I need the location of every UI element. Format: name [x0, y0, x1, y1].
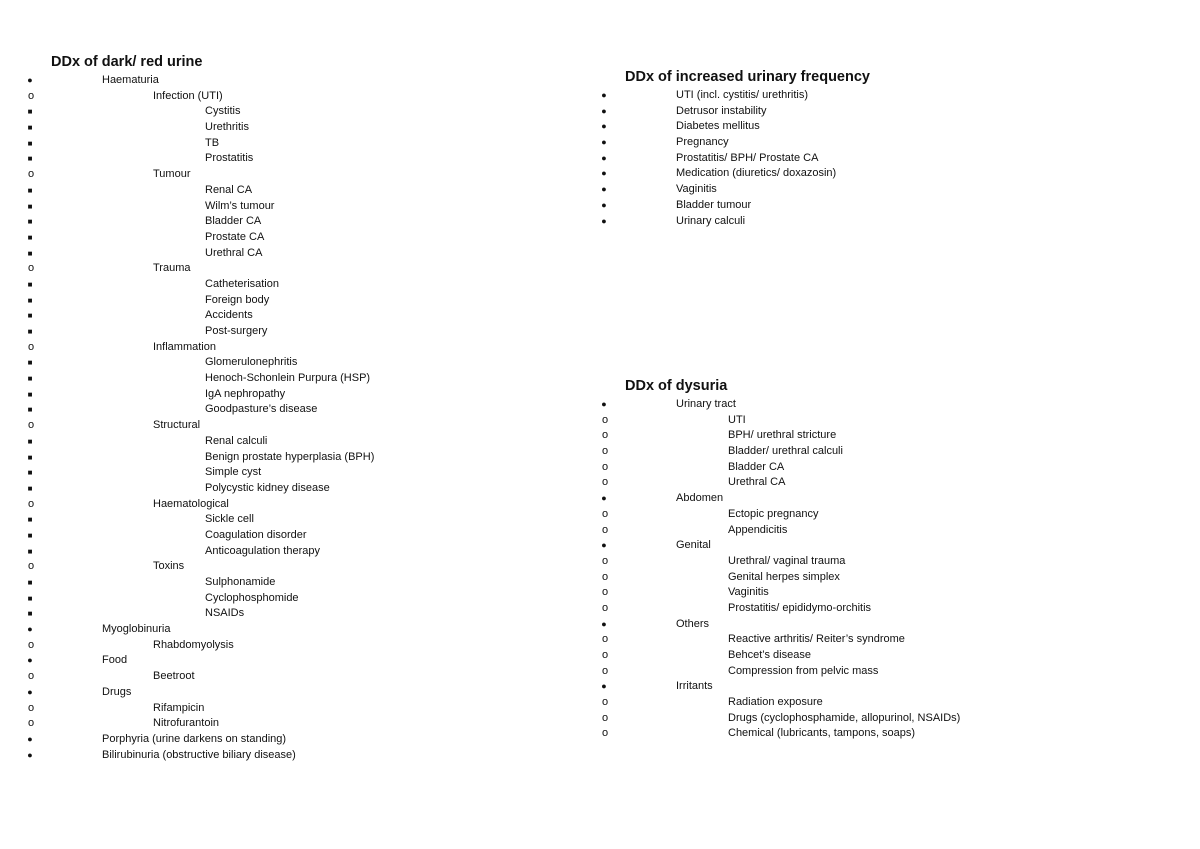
list-item-text: Polycystic kidney disease	[205, 481, 330, 494]
list-item	[601, 554, 960, 570]
list-item	[27, 716, 374, 732]
bullet-icon: o	[601, 476, 609, 489]
list-item	[27, 465, 374, 481]
bullet-icon: ■	[27, 138, 33, 148]
list-item	[27, 685, 374, 701]
section-urinary-frequency	[601, 68, 870, 229]
section-title: DDx of dysuria	[625, 378, 728, 394]
list-item	[27, 277, 374, 293]
bullet-icon: ■	[27, 593, 33, 603]
list-item-text: Post-surgery	[205, 325, 268, 337]
bullet-icon: o	[601, 523, 609, 536]
list-item	[27, 324, 374, 340]
list-item	[601, 428, 960, 444]
list-item-text: Urethral/ vaginal trauma	[728, 554, 846, 567]
list-item-text: Ectopic pregnancy	[728, 507, 819, 520]
list-item-text: Inflammation	[153, 340, 216, 353]
list-item	[601, 648, 960, 664]
list-item-text: TB	[205, 136, 220, 149]
list-item	[601, 601, 960, 617]
list-item	[601, 632, 960, 648]
list-item-text: Behcet’s disease	[728, 649, 811, 661]
list-item-text: Sulphonamide	[205, 576, 276, 588]
list-item	[27, 402, 374, 418]
list-item	[601, 679, 960, 695]
bullet-icon: o	[601, 586, 609, 599]
list-item	[601, 413, 960, 429]
bullet-icon: ●	[601, 105, 607, 116]
list-item-text: Bladder CA	[205, 215, 262, 228]
list-item-text: Reactive arthritis/ Reiter’s syndrome	[728, 633, 905, 646]
list-item	[27, 104, 374, 120]
bullet-icon: o	[601, 727, 609, 740]
list-item-text: Drugs	[102, 685, 132, 698]
list-item-text: Appendicitis	[728, 523, 788, 536]
bullet-icon: ●	[601, 90, 607, 100]
bullet-icon: o	[27, 419, 35, 432]
list-item-text: Pregnancy	[676, 136, 729, 149]
list-item	[601, 538, 960, 554]
list-item	[27, 89, 374, 105]
list-item-text: Urethritis	[205, 121, 250, 134]
list-item	[601, 664, 960, 680]
list-item-text: Vaginitis	[676, 183, 717, 196]
list-item	[27, 167, 374, 183]
list-item	[27, 434, 374, 450]
list-item-text: IgA nephropathy	[205, 387, 286, 400]
list-item-text: Trauma	[153, 262, 191, 275]
bullet-icon: ●	[601, 493, 607, 504]
bullet-icon: o	[27, 340, 35, 353]
list-item-text: Haematuria	[102, 74, 159, 86]
list-item	[27, 246, 374, 262]
list-item	[601, 617, 960, 633]
list-item-text: Urinary tract	[676, 398, 736, 410]
list-item	[27, 293, 374, 309]
bullet-icon: ●	[601, 399, 607, 409]
list-item-text: Prostatitis/ epididymo-orchitis	[728, 601, 872, 614]
list-item	[601, 198, 870, 214]
bullet-icon: ●	[601, 121, 607, 132]
list-item-text: Rhabdomyolysis	[153, 638, 234, 651]
list-item	[27, 512, 374, 528]
list-item-text: Tumour	[153, 168, 191, 181]
list-item	[27, 308, 374, 324]
list-item-text: Benign prostate hyperplasia (BPH)	[205, 450, 375, 463]
list-item-text: Medication (diuretics/ doxazosin)	[676, 167, 837, 180]
bullet-icon: ■	[27, 311, 33, 321]
list-item	[601, 726, 960, 742]
list-item-text: Prostatitis	[205, 152, 254, 165]
bullet-icon: o	[601, 413, 609, 426]
list-item	[27, 120, 374, 136]
list-item	[27, 591, 374, 607]
list-item	[27, 418, 374, 434]
bullet-icon: ●	[27, 686, 33, 697]
list-item	[27, 355, 374, 371]
list-item-text: Porphyria (urine darkens on standing)	[102, 732, 287, 745]
ddx-list	[27, 73, 375, 763]
bullet-icon: ●	[27, 624, 33, 635]
bullet-icon: ■	[27, 530, 33, 540]
list-item	[601, 460, 960, 476]
list-item-text: Bilirubinuria (obstructive biliary disease)	[102, 748, 296, 761]
list-item-text: Renal calculi	[205, 434, 268, 447]
bullet-icon: o	[601, 601, 609, 614]
list-item-text: Diabetes mellitus	[676, 120, 760, 133]
list-item	[601, 397, 960, 413]
ddx-list	[601, 397, 961, 742]
list-item-text: Genital herpes simplex	[728, 570, 840, 583]
list-item	[27, 748, 374, 764]
bullet-icon: o	[601, 460, 609, 473]
bullet-icon: ●	[601, 152, 607, 163]
list-item	[601, 151, 870, 167]
list-item	[601, 104, 870, 120]
bullet-icon: ■	[27, 232, 33, 242]
list-item	[27, 151, 374, 167]
list-item	[27, 136, 374, 152]
bullet-icon: o	[601, 570, 609, 583]
list-item	[27, 528, 374, 544]
bullet-icon: ●	[27, 75, 33, 85]
list-item	[27, 701, 374, 717]
list-item-text: Structural	[153, 419, 201, 432]
bullet-icon: ●	[27, 733, 33, 744]
bullet-icon: o	[27, 168, 35, 181]
list-item-text: Simple cyst	[205, 466, 262, 479]
list-item-text: Chemical (lubricants, tampons, soaps)	[728, 727, 916, 740]
bullet-icon: ■	[27, 295, 33, 305]
list-item	[601, 491, 960, 507]
bullet-icon: ■	[27, 609, 33, 619]
section-title: DDx of dark/ red urine	[51, 54, 203, 70]
bullet-icon: ■	[27, 389, 33, 399]
list-item-text: UTI (incl. cystitis/ urethritis)	[676, 89, 809, 101]
bullet-icon: ■	[27, 405, 33, 415]
list-item-text: Coagulation disorder	[205, 528, 307, 541]
bullet-icon: ■	[27, 436, 33, 446]
bullet-icon: o	[27, 89, 35, 102]
list-item-text: Foreign body	[205, 293, 270, 306]
bullet-icon: ■	[27, 468, 33, 478]
list-item-text: Catheterisation	[205, 277, 279, 290]
list-item	[601, 507, 960, 523]
list-item	[601, 585, 960, 601]
list-item	[27, 230, 374, 246]
bullet-icon: ●	[601, 199, 607, 210]
list-item-text: Drugs (cyclophosphamide, allopurinol, NSAIDs)	[728, 711, 961, 724]
list-item-text: Sickle cell	[205, 513, 254, 526]
bullet-icon: ■	[27, 452, 33, 462]
bullet-icon: ■	[27, 248, 33, 258]
bullet-icon: ■	[27, 327, 33, 336]
bullet-icon: o	[27, 497, 35, 510]
list-item-text: Cystitis	[205, 105, 241, 118]
list-item-text: Abdomen	[676, 492, 724, 505]
list-item	[601, 182, 870, 198]
list-item	[601, 135, 870, 151]
list-item-text: Urethral CA	[728, 476, 786, 489]
list-item	[601, 119, 870, 135]
list-item	[601, 570, 960, 586]
list-item	[601, 711, 961, 727]
bullet-icon: o	[27, 638, 35, 651]
bullet-icon: o	[601, 711, 609, 724]
list-item-text: Cyclophosphomide	[205, 591, 299, 604]
list-item-text: Anticoagulation therapy	[205, 544, 320, 557]
list-item-text: Rifampicin	[153, 701, 205, 714]
list-item-text: Myoglobinuria	[102, 623, 171, 636]
section-dark-red-urine	[27, 53, 375, 763]
bullet-icon: o	[601, 554, 609, 567]
list-item-text: Renal CA	[205, 183, 253, 196]
bullet-icon: o	[601, 507, 609, 520]
section-dysuria	[601, 377, 961, 742]
list-item-text: Nitrofurantoin	[153, 717, 220, 730]
list-item	[27, 199, 374, 215]
list-item	[27, 450, 375, 466]
bullet-icon: o	[601, 633, 609, 646]
bullet-icon: o	[27, 560, 35, 573]
bullet-icon: ●	[27, 655, 33, 666]
list-item-text: Prostatitis/ BPH/ Prostate CA	[676, 151, 819, 164]
bullet-icon: ●	[601, 540, 607, 551]
list-item-text: Henoch-Schonlein Purpura (HSP)	[205, 372, 371, 385]
list-item-text: Accidents	[205, 309, 253, 322]
list-item	[601, 88, 870, 104]
list-item	[27, 606, 374, 622]
bullet-icon: ■	[27, 515, 33, 525]
list-item-text: Toxins	[153, 560, 185, 573]
bullet-icon: o	[27, 262, 35, 275]
list-item	[27, 732, 374, 748]
list-item-text: Genital	[676, 539, 711, 552]
list-item	[27, 497, 374, 513]
bullet-icon: ●	[601, 184, 607, 195]
bullet-icon: ●	[601, 137, 607, 148]
list-item-text: BPH/ urethral stricture	[728, 429, 837, 442]
list-item	[27, 183, 374, 199]
list-item	[27, 544, 374, 560]
list-item-text: Food	[102, 654, 128, 667]
list-item-text: Bladder tumour	[676, 198, 752, 211]
bullet-icon: o	[601, 445, 609, 458]
bullet-icon: ■	[27, 578, 33, 587]
list-item-text: Others	[676, 617, 710, 630]
ddx-list	[601, 88, 870, 229]
list-item	[601, 523, 960, 539]
list-item-text: Urethral CA	[205, 246, 263, 259]
bullet-icon: o	[27, 670, 35, 683]
list-item-text: Bladder/ urethral calculi	[728, 445, 843, 458]
list-item-text: Goodpasture’s disease	[205, 403, 318, 416]
list-item	[27, 261, 374, 277]
list-item-text: Irritants	[676, 680, 713, 693]
bullet-icon: ●	[601, 681, 607, 692]
list-item	[601, 444, 960, 460]
list-item-text: Glomerulonephritis	[205, 356, 298, 369]
bullet-icon: o	[601, 664, 609, 677]
bullet-icon: ■	[27, 107, 33, 117]
list-item-text: Infection (UTI)	[153, 89, 223, 102]
list-item-text: Haematological	[153, 497, 229, 510]
list-item-text: Radiation exposure	[728, 696, 823, 709]
bullet-icon: ■	[27, 358, 33, 368]
list-item	[27, 371, 374, 387]
list-item-text: Urinary calculi	[676, 214, 746, 227]
list-item	[27, 559, 374, 575]
section-title: DDx of increased urinary frequency	[625, 69, 870, 85]
bullet-icon: o	[601, 696, 609, 709]
list-item	[27, 73, 374, 89]
bullet-icon: ■	[27, 123, 33, 133]
list-item-text: Bladder CA	[728, 460, 785, 473]
list-item	[27, 638, 374, 654]
list-item	[601, 695, 960, 711]
list-item	[27, 653, 374, 669]
bullet-icon: o	[27, 701, 35, 714]
list-item-text: NSAIDs	[205, 607, 245, 620]
list-item	[27, 575, 374, 591]
list-item-text: Detrusor instability	[676, 104, 767, 117]
list-item	[27, 387, 374, 403]
list-item	[601, 166, 870, 182]
bullet-icon: ■	[27, 185, 33, 195]
bullet-icon: ■	[27, 279, 33, 289]
bullet-icon: ■	[27, 201, 33, 211]
list-item-text: UTI	[728, 413, 746, 426]
list-item	[27, 214, 374, 230]
bullet-icon: o	[601, 429, 609, 442]
list-item	[27, 622, 374, 638]
list-item-text: Compression from pelvic mass	[728, 664, 879, 677]
list-item-text: Prostate CA	[205, 230, 265, 243]
list-item	[601, 475, 960, 491]
bullet-icon: ●	[601, 618, 607, 629]
list-item	[601, 214, 870, 230]
list-item	[27, 669, 374, 685]
bullet-icon: ■	[27, 154, 33, 164]
list-item	[27, 481, 374, 497]
bullet-icon: o	[601, 649, 609, 661]
bullet-icon: ■	[27, 546, 33, 556]
bullet-icon: o	[27, 717, 35, 730]
bullet-icon: ●	[601, 215, 607, 226]
list-item-text: Wilm’s tumour	[205, 199, 275, 212]
bullet-icon: ●	[601, 168, 607, 179]
list-item	[27, 340, 374, 356]
bullet-icon: ■	[27, 483, 33, 493]
list-item-text: Vaginitis	[728, 586, 769, 599]
list-item-text: Beetroot	[153, 670, 195, 683]
bullet-icon: ●	[27, 749, 33, 760]
bullet-icon: ■	[27, 217, 33, 227]
bullet-icon: ■	[27, 374, 33, 384]
